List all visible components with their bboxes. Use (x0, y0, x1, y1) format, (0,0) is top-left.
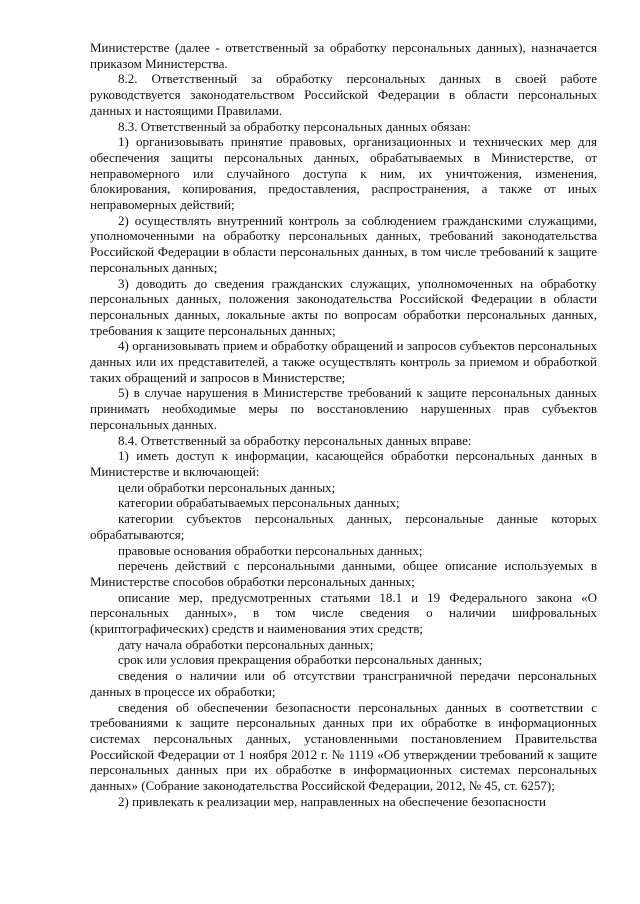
paragraph-10: цели обработки персональных данных; (118, 479, 336, 495)
paragraph-18: сведения о наличии или об отсутствии трансграничной передачи персональных данных в процессе их обработки; (90, 668, 597, 699)
paragraph-8: 8.4. Ответственный за обработку персональных данных вправе: (118, 432, 472, 448)
paragraph-14: перечень действий с персональными данными, общее описание используемых в Министерстве способов обработки персональных данных; (90, 558, 597, 589)
paragraph-6: 4) организовывать прием и обработку обращений и запросов субъектов персональных данных или их представителей, а также осуществлять контроль за приемом и обработкой таких обращений и запросов в Министерстве; (90, 338, 597, 385)
paragraph-12: категории субъектов персональных данных, персональные данные которых обрабатываются; (90, 511, 597, 542)
paragraph-5: 3) доводить до сведения гражданских служащих, уполномоченных на обработку персональных данных, положения законодательства Российской Федерации в области персональных данных, локальные акты по вопросам обработки персональных данных, требования к защите персональных данных; (90, 275, 597, 338)
document-page (90, 40, 597, 809)
paragraph-13: правовые основания обработки персональных данных; (118, 542, 423, 558)
paragraph-17: срок или условия прекращения обработки персональных данных; (118, 652, 483, 668)
paragraph-4: 2) осуществлять внутренний контроль за соблюдением гражданскими служащими, уполномоченными на обработку персональных данных, требований законодательства Российской Федерации в области персональных данных, в том числе требований к защите персональных данных; (90, 212, 597, 275)
paragraph-1: 8.2. Ответственный за обработку персональных данных в своей работе руководствуется законодательством Российской Федерации в области персональных данных и настоящими Правилами. (90, 71, 597, 118)
paragraph-0: Министерстве (далее - ответственный за обработку персональных данных), назначается приказом Министерства. (90, 40, 597, 71)
paragraph-20: 2) привлекать к реализации мер, направленных на обеспечение безопасности (118, 793, 546, 809)
paragraph-2: 8.3. Ответственный за обработку персональных данных обязан: (118, 118, 471, 134)
paragraph-11: категории обрабатываемых персональных данных; (118, 495, 400, 511)
paragraph-19: сведения об обеспечении безопасности персональных данных в соответствии с требованиями к защите персональных данных при их обработке в информационных системах персональных данных, установленными постановлением Правительства Российской Федерации от 1 ноября 2012 г. № 1119 «Об утверждении требований к защите персональных данных при их обработке в информационных системах персональных данных» (Собрание законодательства Российской Федерации, 2012, № 45, ст. 6257); (90, 699, 597, 794)
paragraph-7: 5) в случае нарушения в Министерстве требований к защите персональных данных принимать необходимые меры по восстановлению нарушенных прав субъектов персональных данных. (90, 385, 597, 432)
paragraph-15: описание мер, предусмотренных статьями 18.1 и 19 Федерального закона «О персональных данных», в том числе сведения о наличии шифровальных (криптографических) средств и наименования этих средств; (90, 589, 597, 637)
paragraph-3: 1) организовывать принятие правовых, организационных и технических мер для обеспечения защиты персональных данных, обрабатываемых в Министерстве, от неправомерного или случайного доступа к ним, их уничтожения, изменения, блокирования, копирования, предоставления, распространения, а также от иных неправомерных действий; (90, 134, 597, 213)
paragraph-16: дату начала обработки персональных данных; (118, 636, 374, 652)
paragraph-9: 1) иметь доступ к информации, касающейся обработки персональных данных в Министерстве и включающей: (90, 448, 597, 479)
